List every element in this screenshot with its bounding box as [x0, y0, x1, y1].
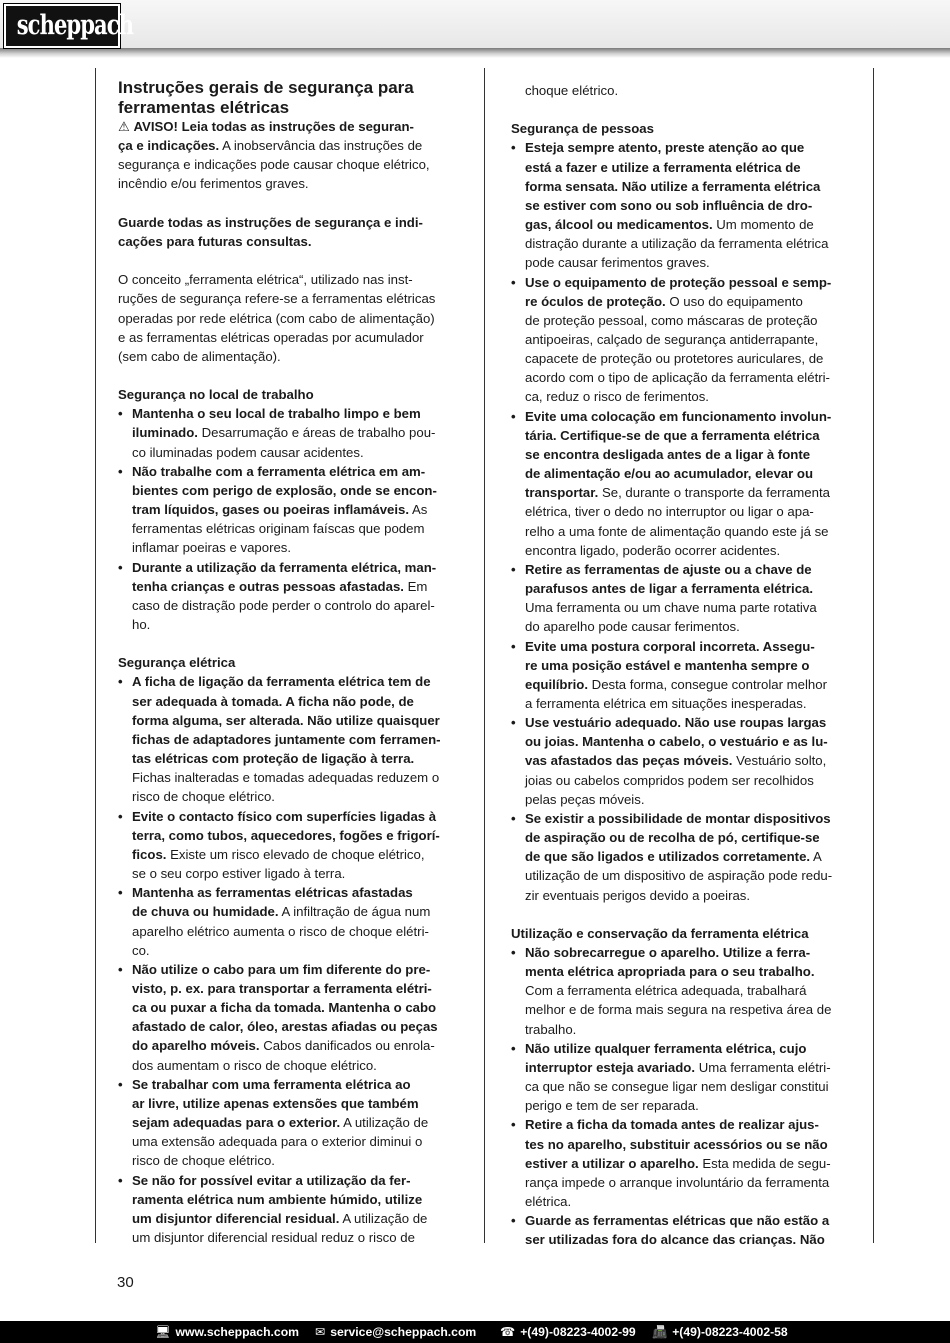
list-item: • Guarde as ferramentas elétricas que não estão a ser utilizadas fora do alcance das crianças. Não: [511, 1211, 863, 1249]
list-item: • Esteja sempre atento, preste atenção ao que está a fazer e utilize a ferramenta elétrica de forma sensata. Não utilize a ferramenta elétrica se estiver com sono ou sob influência de dro- gas, álcool ou medicamentos. Um momento de distração durante a utilização da ferramenta elétrica pode causar ferimentos graves.: [511, 138, 863, 272]
center-column-rule: [484, 68, 485, 1243]
list-item: • Durante a utilização da ferramenta elétrica, man- tenha crianças e outras pessoas afastadas. Em caso de distração pode perder o controlo do aparel- ho.: [118, 558, 470, 635]
list-item: • Evite uma postura corporal incorreta. Assegu- re uma posição estável e mantenha sempre o equilíbrio. Desta forma, consegue controlar melhor a ferramenta elétrica em situações inesperadas.: [511, 637, 863, 714]
computer-icon: 🖥: [155, 1325, 171, 1339]
list-item: • Mantenha o seu local de trabalho limpo e bem iluminado. Desarrumação e áreas de trabalho pou- co iluminadas podem causar acidentes.: [118, 404, 470, 461]
work-area-list: [118, 404, 470, 634]
list-item: • Se trabalhar com uma ferramenta elétrica ao ar livre, utilize apenas extensões que também sejam adequadas para o exterior. A utilização de uma extensão adequada para o exterior diminui o risco de choque elétrico.: [118, 1075, 470, 1171]
keep-instructions: Guarde todas as instruções de segurança e indi- cações para futuras consultas.: [118, 214, 423, 249]
list-item: • Não sobrecarregue o aparelho. Utilize a ferra- menta elétrica apropriada para o seu trabalho. Com a ferramenta elétrica adequada, trabalhará melhor e de forma mais segura na respetiva área de trabalho.: [511, 943, 863, 1039]
fax-icon: 📠: [652, 1325, 668, 1339]
list-item: • Mantenha as ferramentas elétricas afastadas de chuva ou humidade. A infiltração de água num aparelho elétrico aumenta o risco de choque elétri- co.: [118, 883, 470, 960]
footer-website[interactable]: 🖥 www.scheppach.com: [155, 1325, 299, 1339]
electrical-safety-list: [118, 672, 470, 1247]
list-item: • Evite uma colocação em funcionamento involun- tária. Certifique-se de que a ferramenta elétrica se encontra desligada antes de a ligar à fonte de alimentação e/ou ao acumulador, elevar ou transportar. Se, durante o transporte da ferramenta elétrica, tiver o dedo no interruptor ou ligar o apa- relho a uma fonte de alimentação quando este já se encontra ligado, poderão ocorrer acidentes.: [511, 407, 863, 560]
electrical-safety-heading: Segurança elétrica: [118, 655, 236, 671]
list-item: • A ficha de ligação da ferramenta elétrica tem de ser adequada à tomada. A ficha não pode, de forma alguma, ser alterada. Não utilize quaisquer fichas de adaptadores juntamente com ferramen- tas elétricas com proteção de ligação à terra. Fichas inalteradas e tomadas adequadas reduzem o risco de choque elétrico.: [118, 672, 470, 806]
right-column: [511, 81, 863, 1250]
footer-phone[interactable]: ☎ +(49)-08223-4002-99: [500, 1325, 636, 1339]
list-item: • Retire a ficha da tomada antes de realizar ajus- tes no aparelho, substituir acessórios ou se não estiver a utilizar o aparelho. Esta medida de segu- rança impede o arranque involuntário da ferramenta elétrica.: [511, 1115, 863, 1211]
list-item: • Se não for possível evitar a utilização da fer- ramenta elétrica num ambiente húmido, utilize um disjuntor diferencial residual. A utilização de um disjuntor diferencial residual reduz o risco de: [118, 1171, 470, 1248]
personal-safety-heading: Segurança de pessoas: [511, 121, 654, 137]
left-column: [118, 78, 470, 1247]
phone-icon: ☎: [500, 1325, 516, 1339]
list-item: • Use o equipamento de proteção pessoal e semp- re óculos de proteção. O uso do equipamento de proteção pessoal, como máscaras de proteção antipoeiras, calçado de segurança antiderrapante, capacete de proteção ou protetores auriculares, de acordo com o tipo de aplicação da ferramenta elétri- ca, reduz o risco de ferimentos.: [511, 273, 863, 407]
mail-icon: ✉: [315, 1325, 326, 1339]
left-column-rule: [95, 68, 96, 1243]
section-title: Instruções gerais de segurança para ferramentas elétricas: [118, 78, 414, 117]
footer-bar: [0, 1321, 950, 1343]
continued-text: choque elétrico.: [525, 83, 619, 98]
use-care-heading: Utilização e conservação da ferramenta elétrica: [511, 925, 809, 941]
work-area-heading: Segurança no local de trabalho: [118, 387, 314, 403]
list-item: • Retire as ferramentas de ajuste ou a chave de parafusos antes de ligar a ferramenta elétrica. Uma ferramenta ou um chave numa parte rotativa do aparelho pode causar ferimentos.: [511, 560, 863, 637]
page-header: [0, 0, 950, 52]
list-item: • Use vestuário adequado. Não use roupas largas ou joias. Mantenha o cabelo, o vestuário e as lu- vas afastados das peças móveis. Vestuário solto, joias ou cabelos compridos podem ser recolhidos pelas peças móveis.: [511, 713, 863, 809]
list-item: • Não utilize o cabo para um fim diferente do pre- visto, p. ex. para transportar a ferramenta elétri- ca ou puxar a ficha da tomada. Mantenha o cabo afastado de calor, óleo, arestas afiadas ou peças do aparelho móveis. Cabos danificados ou enrola- dos aumentam o risco de choque elétrico.: [118, 960, 470, 1075]
scheppach-logo: [3, 3, 133, 49]
list-item: • Se existir a possibilidade de montar dispositivos de aspiração ou de recolha de pó, certifique-se de que são ligados e utilizados corretamente. A utilização de um dispositivo de aspiração pode redu- zir eventuais perigos devido a poeiras.: [511, 809, 863, 905]
right-column-rule: [873, 68, 874, 1243]
use-care-list: [511, 943, 863, 1250]
header-shadow: [0, 48, 950, 58]
logo-text: scheppach: [16, 10, 133, 41]
list-item: • Não trabalhe com a ferramenta elétrica em am- bientes com perigo de explosão, onde se encon- tram líquidos, gases ou poeiras inflamáveis. As ferramentas elétricas originam faíscas que podem inflamar poeiras e vapores.: [118, 462, 470, 558]
concept-paragraph: O conceito „ferramenta elétrica“, utilizado nas inst- ruções de segurança refere-se a ferramentas elétricas operadas por rede elétrica (com cabo de alimentação) e as ferramentas elétricas operadas por acumulador (sem cabo de alimentação).: [118, 272, 436, 364]
page-number: 30: [117, 1274, 134, 1291]
personal-safety-list: [511, 138, 863, 904]
footer-email[interactable]: ✉ service@scheppach.com: [315, 1325, 477, 1339]
footer-fax[interactable]: 📠 +(49)-08223-4002-58: [652, 1325, 788, 1339]
list-item: • Evite o contacto físico com superfícies ligadas à terra, como tubos, aquecedores, fogões e frigorí- ficos. Existe um risco elevado de choque elétrico, se o seu corpo estiver ligado à terra.: [118, 807, 470, 884]
list-item: • Não utilize qualquer ferramenta elétrica, cujo interruptor esteja avariado. Uma ferramenta elétri- ca que não se consegue ligar nem desligar constitui perigo e tem de ser reparada.: [511, 1039, 863, 1116]
warning-paragraph: ⚠ AVISO! Leia todas as instruções de seguran- ça e indicações. A inobservância das instruções de segurança e indicações pode causar choque elétrico, incêndio e/ou ferimentos graves.: [118, 119, 430, 192]
warning-icon: ⚠: [118, 119, 130, 134]
